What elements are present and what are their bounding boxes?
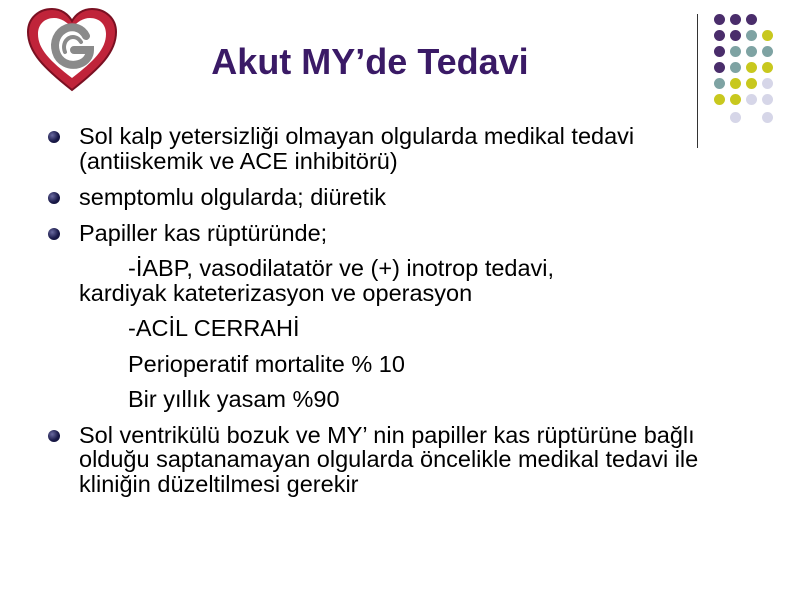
bullet-text: Sol kalp yetersizliği olmayan olgularda medikal tedavi (antiiskemik ve ACE inhibitörü) bbox=[79, 123, 635, 174]
dot bbox=[730, 30, 741, 41]
dot bbox=[762, 112, 773, 123]
sub-line: Bir yıllık yasam %90 bbox=[128, 386, 340, 412]
dot bbox=[762, 30, 773, 41]
bullet-text: Sol ventrikülü bozuk ve MY’ nin papiller kas rüptürüne bağlı olduğu saptanamayan olgularda öncelikle medikal tedavi ile kliniğin düzeltilmesi gerekir bbox=[79, 421, 699, 497]
bullet-dot-icon bbox=[48, 192, 60, 204]
dot bbox=[762, 94, 773, 105]
dot bbox=[746, 30, 757, 41]
dot bbox=[746, 62, 757, 73]
dot bbox=[746, 46, 757, 57]
dot bbox=[730, 78, 741, 89]
dot bbox=[714, 94, 725, 105]
dot bbox=[762, 46, 773, 57]
dot bbox=[746, 94, 757, 105]
slide-title: Akut MY’de Tedavi bbox=[211, 41, 529, 82]
sub-line-continuation: kardiyak kateterizasyon ve operasyon bbox=[79, 279, 473, 306]
dot bbox=[730, 14, 741, 25]
sub-line: Perioperatif mortalite % 10 bbox=[128, 350, 405, 377]
bullet-dot-icon bbox=[48, 131, 60, 143]
bullet-dot-icon bbox=[48, 430, 60, 442]
dot bbox=[714, 46, 725, 57]
dot bbox=[714, 14, 725, 25]
dot bbox=[762, 62, 773, 73]
bullet-item bbox=[48, 185, 748, 210]
bullet-text: Papiller kas rüptüründe; bbox=[79, 219, 328, 246]
sub-line: -İABP, vasodilatatör ve (+) inotrop tedavi, bbox=[128, 255, 555, 281]
bullet-item bbox=[48, 221, 748, 246]
bullet-dot-icon bbox=[48, 228, 60, 240]
dot bbox=[730, 46, 741, 57]
sub-line-item bbox=[48, 352, 748, 377]
dot bbox=[762, 78, 773, 89]
sub-line-item bbox=[48, 316, 748, 341]
dot bbox=[714, 62, 725, 73]
dot bbox=[714, 78, 725, 89]
heart-g-logo-icon bbox=[24, 6, 120, 94]
bullet-item bbox=[48, 423, 748, 497]
sub-line: -ACİL CERRAHİ bbox=[128, 315, 300, 341]
dot bbox=[746, 14, 757, 25]
dot bbox=[730, 62, 741, 73]
dot bbox=[714, 30, 725, 41]
sub-line-item bbox=[48, 387, 748, 412]
dot bbox=[746, 78, 757, 89]
bullet-item bbox=[48, 124, 748, 173]
bullet-text: semptomlu olgularda; diüretik bbox=[79, 184, 386, 210]
decorative-dot-grid bbox=[708, 12, 788, 128]
dot bbox=[730, 112, 741, 123]
slide-body bbox=[48, 124, 748, 496]
dot bbox=[730, 94, 741, 105]
sub-paragraph bbox=[48, 256, 748, 305]
